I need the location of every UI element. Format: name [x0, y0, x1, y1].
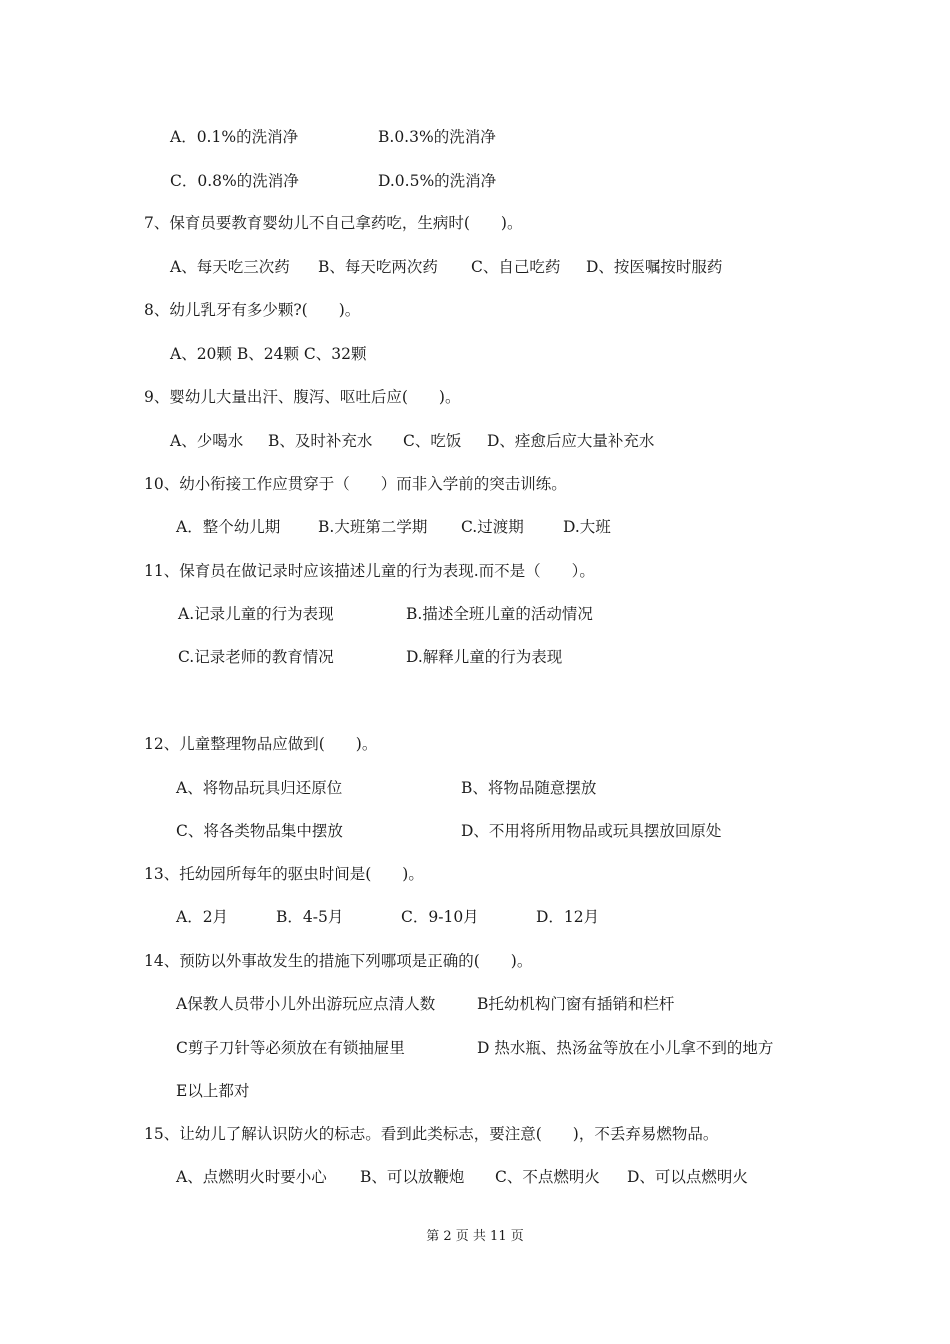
q13-option-a: A．2月 [176, 908, 229, 926]
question-13-stem: 13、托幼园所每年的驱虫时间是( )。 [144, 865, 424, 883]
q14-option-a: A保教人员带小儿外出游玩应点清人数 [176, 995, 436, 1013]
q13-option-c: C．9-10月 [401, 908, 479, 926]
question-7-stem: 7、保育员要教育婴幼儿不自己拿药吃，生病时( )。 [144, 214, 523, 232]
q14-option-e: E以上都对 [176, 1082, 250, 1100]
q11-option-c: C.记录老师的教育情况 [178, 648, 334, 666]
question-10-stem: 10、幼小衔接工作应贯穿于（ ）而非入学前的突击训练。 [144, 475, 567, 493]
q10-option-a: A．整个幼儿期 [176, 518, 281, 536]
q15-option-d: D、可以点燃明火 [627, 1168, 748, 1186]
q9-option-c: C、吃饭 [403, 432, 462, 450]
q10-option-d: D.大班 [563, 518, 611, 536]
q12-option-c: C、将各类物品集中摆放 [176, 822, 343, 840]
question-11-stem: 11、保育员在做记录时应该描述儿童的行为表现.而不是（ ）。 [144, 562, 595, 580]
question-12-stem: 12、儿童整理物品应做到( )。 [144, 735, 378, 753]
q9-option-b: B、及时补充水 [268, 432, 373, 450]
option-d-row2: D.0.5%的洗消净 [378, 172, 497, 190]
q13-option-b: B．4-5月 [276, 908, 344, 926]
q14-option-b: B托幼机构门窗有插销和栏杆 [477, 995, 675, 1013]
q11-option-d: D.解释儿童的行为表现 [406, 648, 563, 666]
q14-option-d: D 热水瓶、热汤盆等放在小儿拿不到的地方 [477, 1039, 774, 1057]
q10-option-b: B.大班第二学期 [318, 518, 428, 536]
q13-option-d: D．12月 [536, 908, 600, 926]
q12-option-b: B、将物品随意摆放 [461, 779, 597, 797]
q7-option-b: B、每天吃两次药 [318, 258, 438, 276]
q12-option-a: A、将物品玩具归还原位 [176, 779, 343, 797]
q10-option-c: C.过渡期 [461, 518, 524, 536]
q11-option-b: B.描述全班儿童的活动情况 [406, 605, 593, 623]
q7-option-a: A、每天吃三次药 [170, 258, 290, 276]
q15-option-b: B、可以放鞭炮 [360, 1168, 465, 1186]
q11-option-a: A.记录儿童的行为表现 [178, 605, 334, 623]
option-c-row2: C．0.8%的洗消净 [170, 172, 299, 190]
q7-option-c: C、自己吃药 [471, 258, 561, 276]
page-footer: 第 2 页 共 11 页 [426, 1229, 524, 1244]
q9-option-a: A、少喝水 [170, 432, 244, 450]
q14-option-c: C剪子刀针等必须放在有锁抽屉里 [176, 1039, 405, 1057]
question-9-stem: 9、婴幼儿大量出汗、腹泻、呕吐后应( )。 [144, 388, 461, 406]
q8-options: A、20颗 B、24颗 C、32颗 [170, 345, 367, 363]
q15-option-c: C、不点燃明火 [495, 1168, 600, 1186]
option-a-row1: A．0.1%的洗消净 [170, 128, 299, 146]
q12-option-d: D、不用将所用物品或玩具摆放回原处 [461, 822, 722, 840]
q15-option-a: A、点燃明火时要小心 [176, 1168, 327, 1186]
option-b-row1: B.0.3%的洗消净 [378, 128, 496, 146]
question-14-stem: 14、预防以外事故发生的措施下列哪项是正确的( )。 [144, 952, 533, 970]
question-15-stem: 15、让幼儿了解认识防火的标志。看到此类标志，要注意( )，不丢弃易燃物品。 [144, 1125, 719, 1143]
q7-option-d: D、按医嘱按时服药 [586, 258, 723, 276]
question-8-stem: 8、幼儿乳牙有多少颗?( )。 [144, 301, 361, 319]
q9-option-d: D、痊愈后应大量补充水 [487, 432, 655, 450]
